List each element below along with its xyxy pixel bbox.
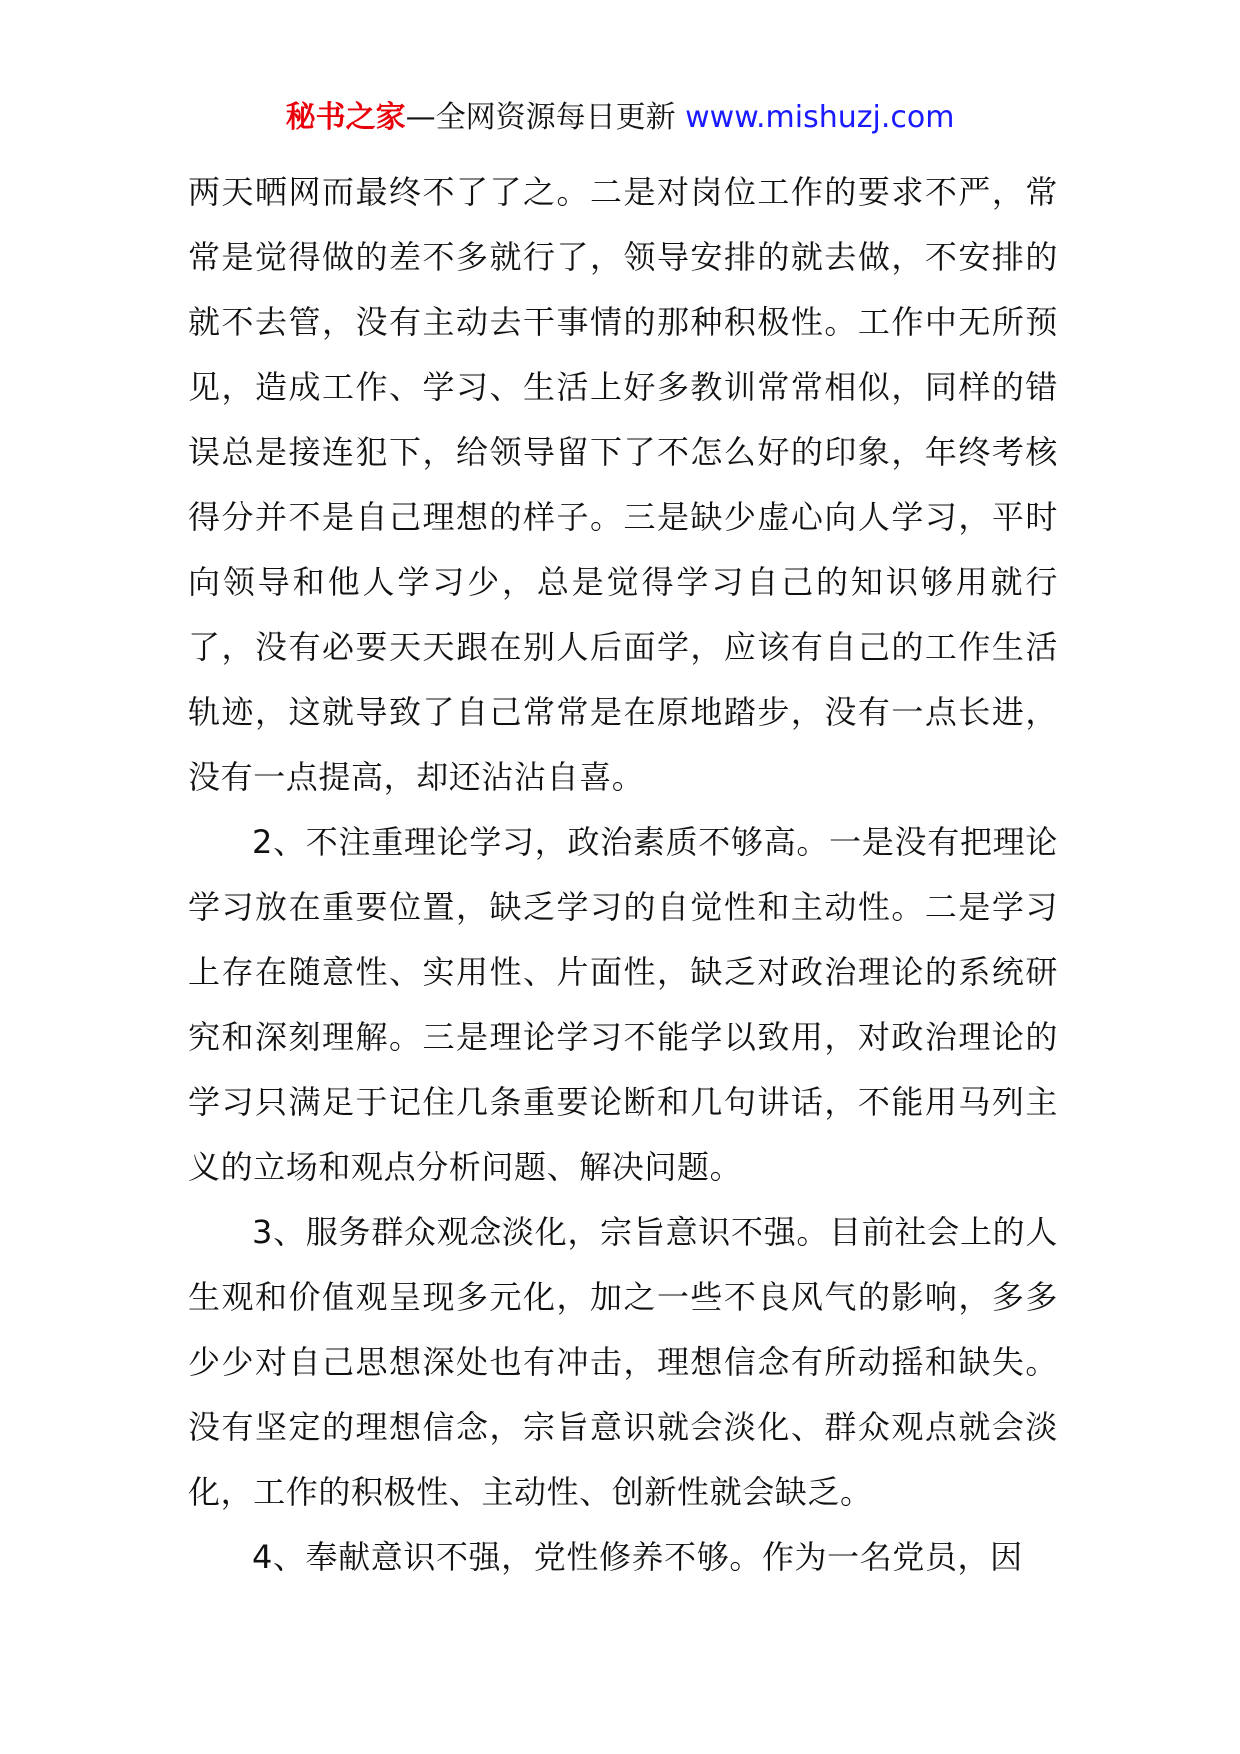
page-header — [0, 98, 1240, 138]
document-body — [188, 160, 1058, 1590]
header-brand: 秘书之家 — [285, 100, 406, 135]
paragraph-4: 4、奉献意识不强，党性修养不够。作为一名党员，因 — [252, 1538, 1023, 1576]
paragraph-3: 3、服务群众观念淡化，宗旨意识不强。目前社会上的人生观和价值观呈现多元化，加之一些不良风气的影响，多多少少对自己思想深处也有冲击，理想信念有所动摇和缺失。没有坚定的理想信念，宗旨意识就会淡化、群众观点就会淡化，工作的积极性、主动性、创新性就会缺乏。 — [188, 1213, 1058, 1511]
paragraph-2: 2、不注重理论学习，政治素质不够高。一是没有把理论学习放在重要位置，缺乏学习的自觉性和主动性。二是学习上存在随意性、实用性、片面性，缺乏对政治理论的系统研究和深刻理解。三是理论学习不能学以致用，对政治理论的学习只满足于记住几条重要论断和几句讲话，不能用马列主义的立场和观点分析问题、解决问题。 — [188, 823, 1058, 1186]
paragraph-continued: 两天晒网而最终不了了之。二是对岗位工作的要求不严，常常是觉得做的差不多就行了，领导安排的就去做，不安排的就不去管，没有主动去干事情的那种积极性。工作中无所预见，造成工作、学习、生活上好多教训常常相似，同样的错误总是接连犯下，给领导留下了不怎么好的印象，年终考核得分并不是自己理想的样子。三是缺少虚心向人学习，平时向领导和他人学习少，总是觉得学习自己的知识够用就行了，没有必要天天跟在别人后面学，应该有自己的工作生活轨迹，这就导致了自己常常是在原地踏步，没有一点长进，没有一点提高，却还沾沾自喜。 — [188, 173, 1058, 796]
header-url-link[interactable]: www.mishuzj.com — [685, 100, 955, 135]
header-tagline: —全网资源每日更新 — [405, 100, 686, 135]
